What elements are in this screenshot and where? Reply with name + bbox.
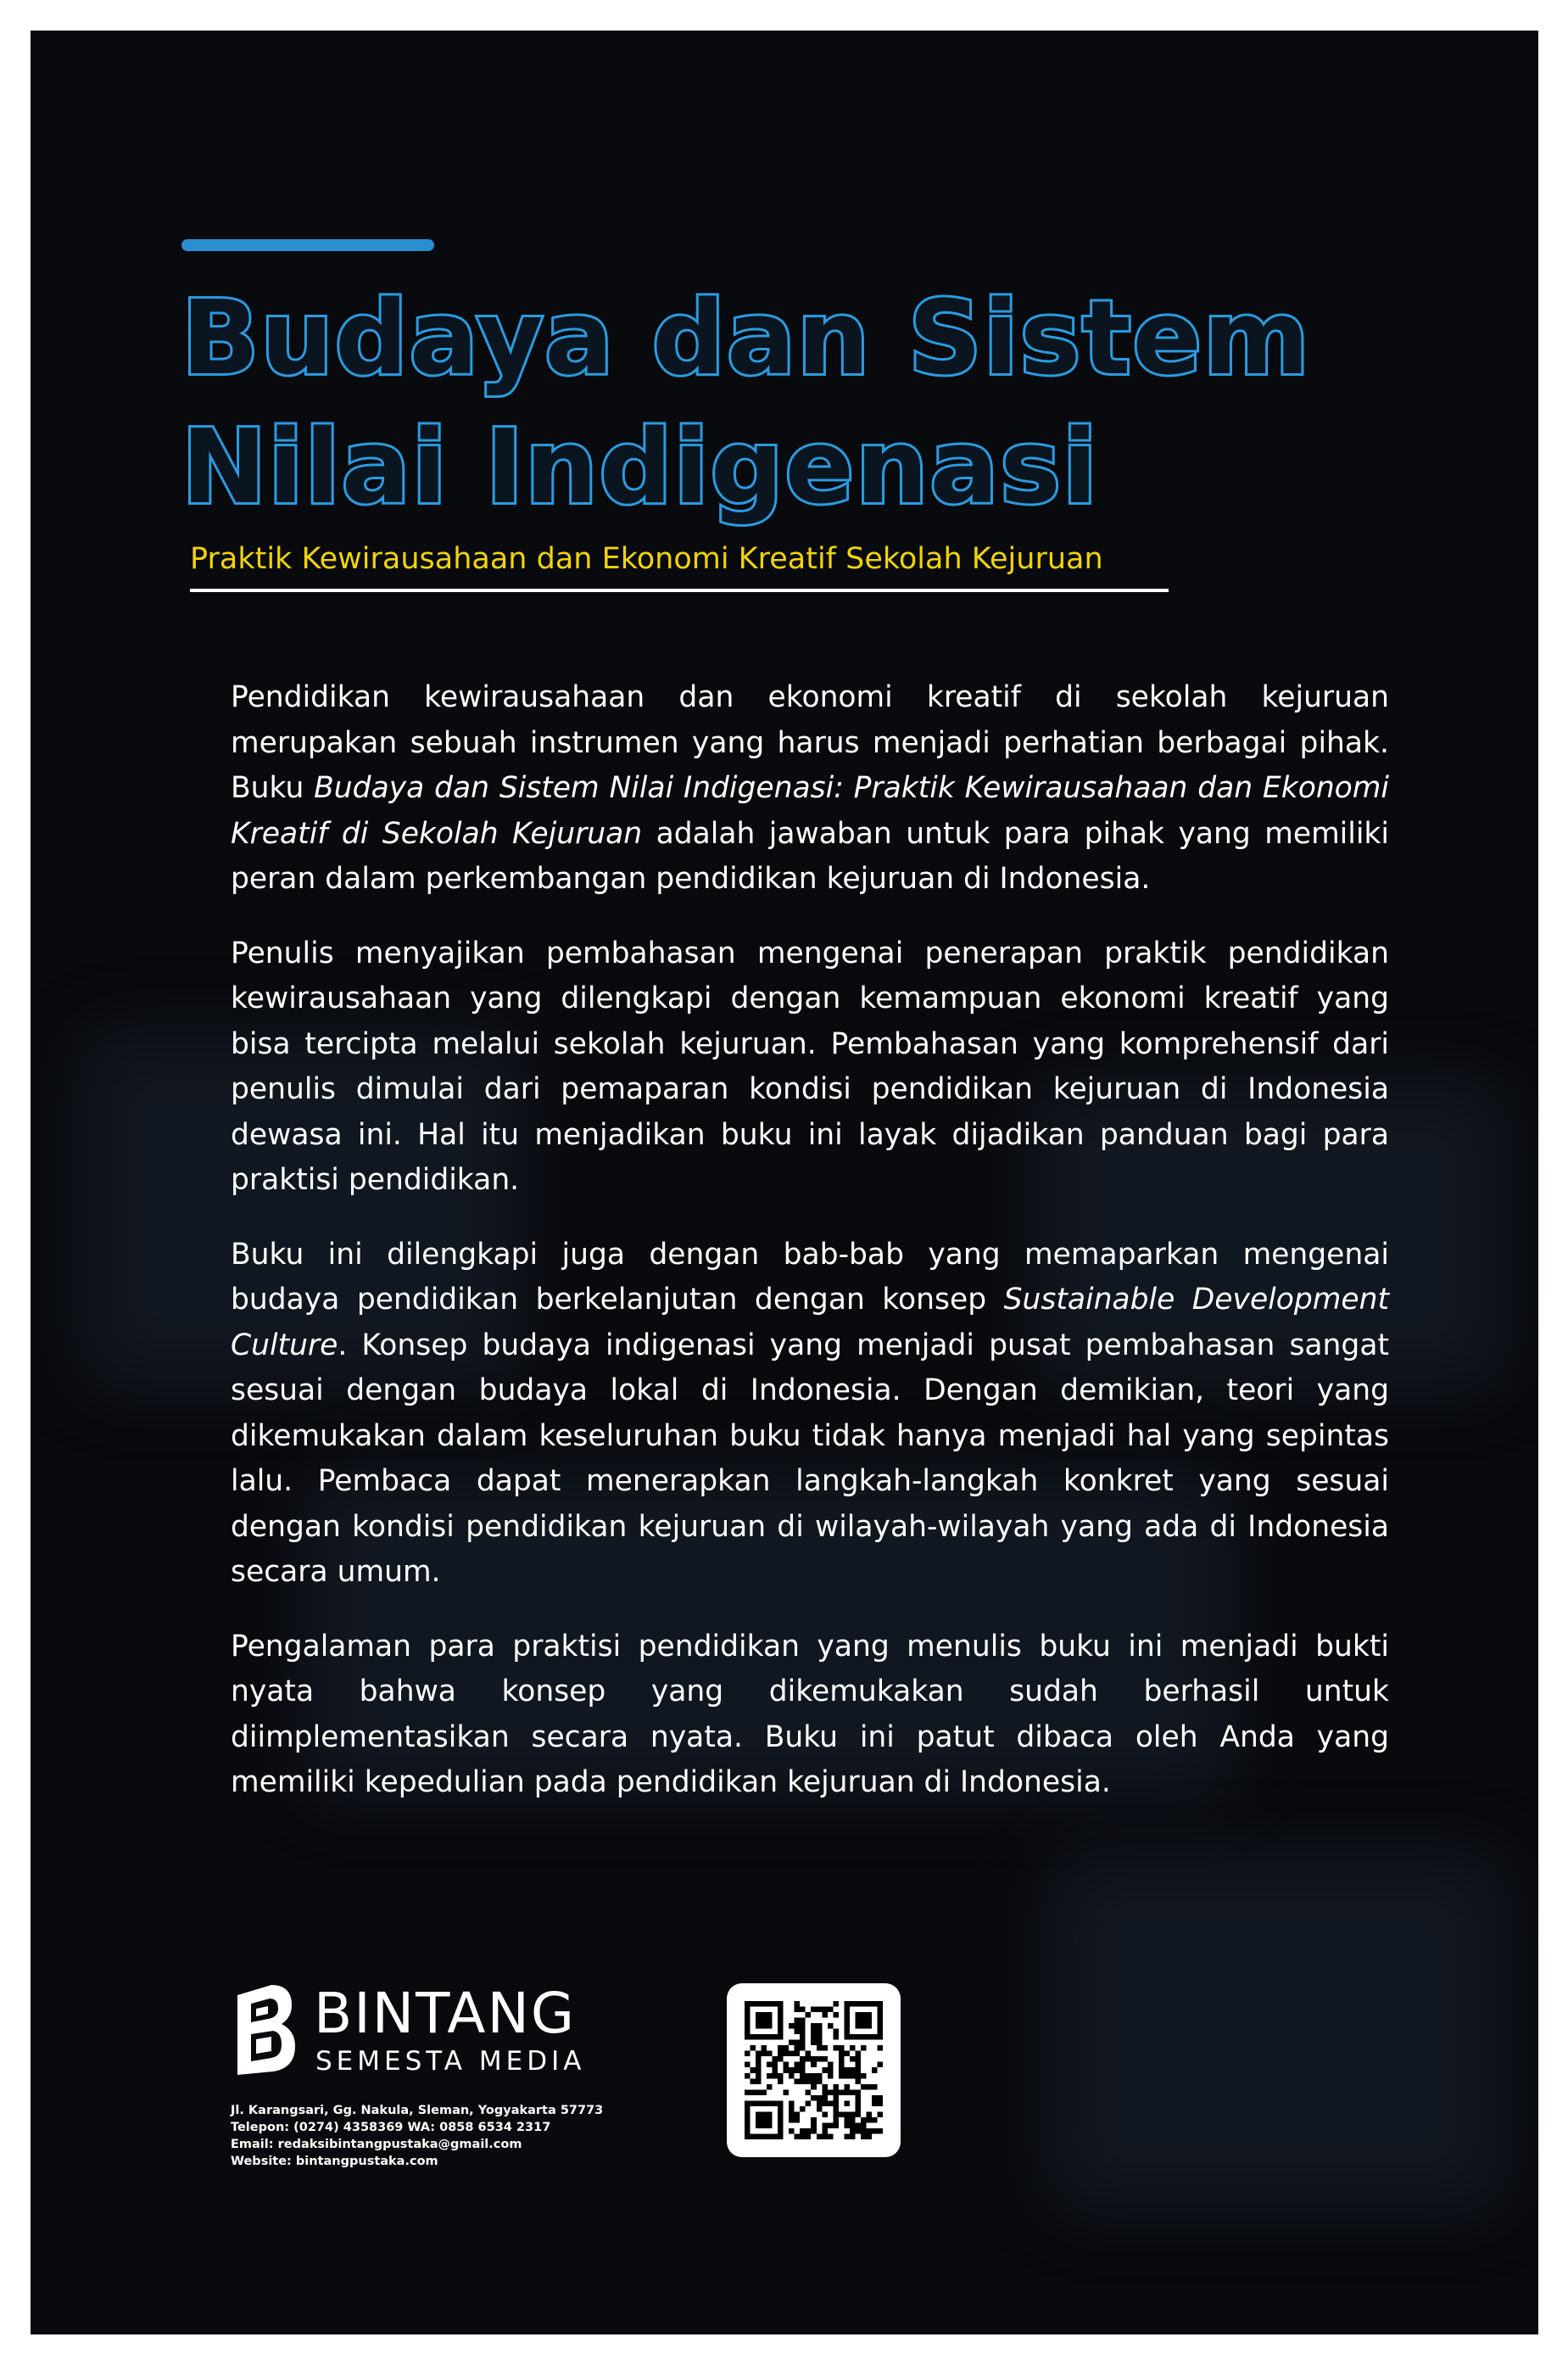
publisher-website: Website: bintangpustaka.com — [231, 2155, 438, 2168]
subtitle-divider — [190, 589, 1169, 592]
book-blurb — [231, 675, 1389, 1835]
publisher-phone: Telepon: (0274) 4358369 WA: 0858 6534 2317 — [231, 2121, 551, 2134]
blurb-paragraph-2: Penulis menyajikan pembahasan mengenai penerapan praktik pendidikan kewirausahaan yang dilengkapi dengan kemampuan ekonomi kreatif yang bisa tercipta melalui sekolah kejuruan. Pembahasan yang komprehensif dari penulis dimulai dari pemaparan kondisi pendidikan kejuruan di Indonesia dewasa ini. Hal itu menjadikan buku ini layak dijadikan panduan bagi para praktisi pendidikan. — [231, 936, 1389, 1197]
blurb-paragraph-4: Pengalaman para praktisi pendidikan yang menulis buku ini menjadi bukti nyata bahwa konsep yang dikemukakan sudah berhasil untuk diimplementasikan secara nyata. Buku ini patut dibaca oleh Anda yang memiliki kepedulian pada pendidikan kejuruan di Indonesia. — [231, 1629, 1389, 1799]
bintang-b-logo-icon — [231, 1983, 299, 2077]
publisher-email: Email: redaksibintangpustaka@gmail.com — [231, 2138, 522, 2151]
blurb-text: Buku ini dilengkapi juga dengan bab-bab yang memaparkan mengenai budaya pendidikan berkelanjutan dengan konsep — [231, 1237, 1389, 1317]
background-blur-shape — [1048, 1854, 1506, 2211]
qr-code-card — [727, 1983, 901, 2157]
book-subtitle: Praktik Kewirausahaan dan Ekonomi Kreatif Sekolah Kejuruan — [190, 542, 1103, 576]
qr-code-icon — [745, 2001, 883, 2139]
blurb-text: Pendidikan kewirausahaan dan ekonomi kreatif di sekolah kejuruan merupakan sebuah instrumen yang harus menjadi perhatian berbagai pihak. Buku — [231, 680, 1389, 805]
title-accent-bar — [181, 239, 434, 251]
blurb-concept-italic: Sustainable Development Culture — [231, 1283, 1389, 1362]
publisher-address: Jl. Karangsari, Gg. Nakula, Sleman, Yogyakarta 57773 — [231, 2104, 604, 2117]
blurb-text: . Konsep budaya indigenasi yang menjadi pusat pembahasan sangat sesuai dengan budaya lokal di Indonesia. Dengan demikian, teori yang dikemukakan dalam keseluruhan buku tidak hanya menjadi hal yang sepintas lalu. Pembaca dapat menerapkan langkah-langkah konkret yang sesuai dengan kondisi pendidikan kejuruan di wilayah-wilayah yang ada di Indonesia secara umum. — [231, 1328, 1389, 1589]
blurb-book-title-italic: Budaya dan Sistem Nilai Indigenasi: Praktik Kewirausahaan dan Ekonomi Kreatif di Sekolah Kejuruan — [231, 771, 1389, 851]
book-back-cover — [31, 31, 1538, 2334]
publisher-contact — [231, 2102, 603, 2170]
book-title — [181, 275, 1311, 533]
publisher-name: BINTANG — [314, 1981, 576, 2046]
book-title-line-1: Budaya dan Sistem — [181, 280, 1311, 398]
publisher-subname: SEMESTA MEDIA — [315, 2046, 586, 2077]
blurb-paragraph-1 — [231, 675, 1389, 903]
blurb-paragraph-3 — [231, 1233, 1389, 1596]
book-title-line-2: Nilai Indigenasi — [181, 409, 1099, 527]
blurb-text: adalah jawaban untuk para pihak yang memiliki peran dalam perkembangan pendidikan kejuruan di Indonesia. — [231, 816, 1389, 896]
